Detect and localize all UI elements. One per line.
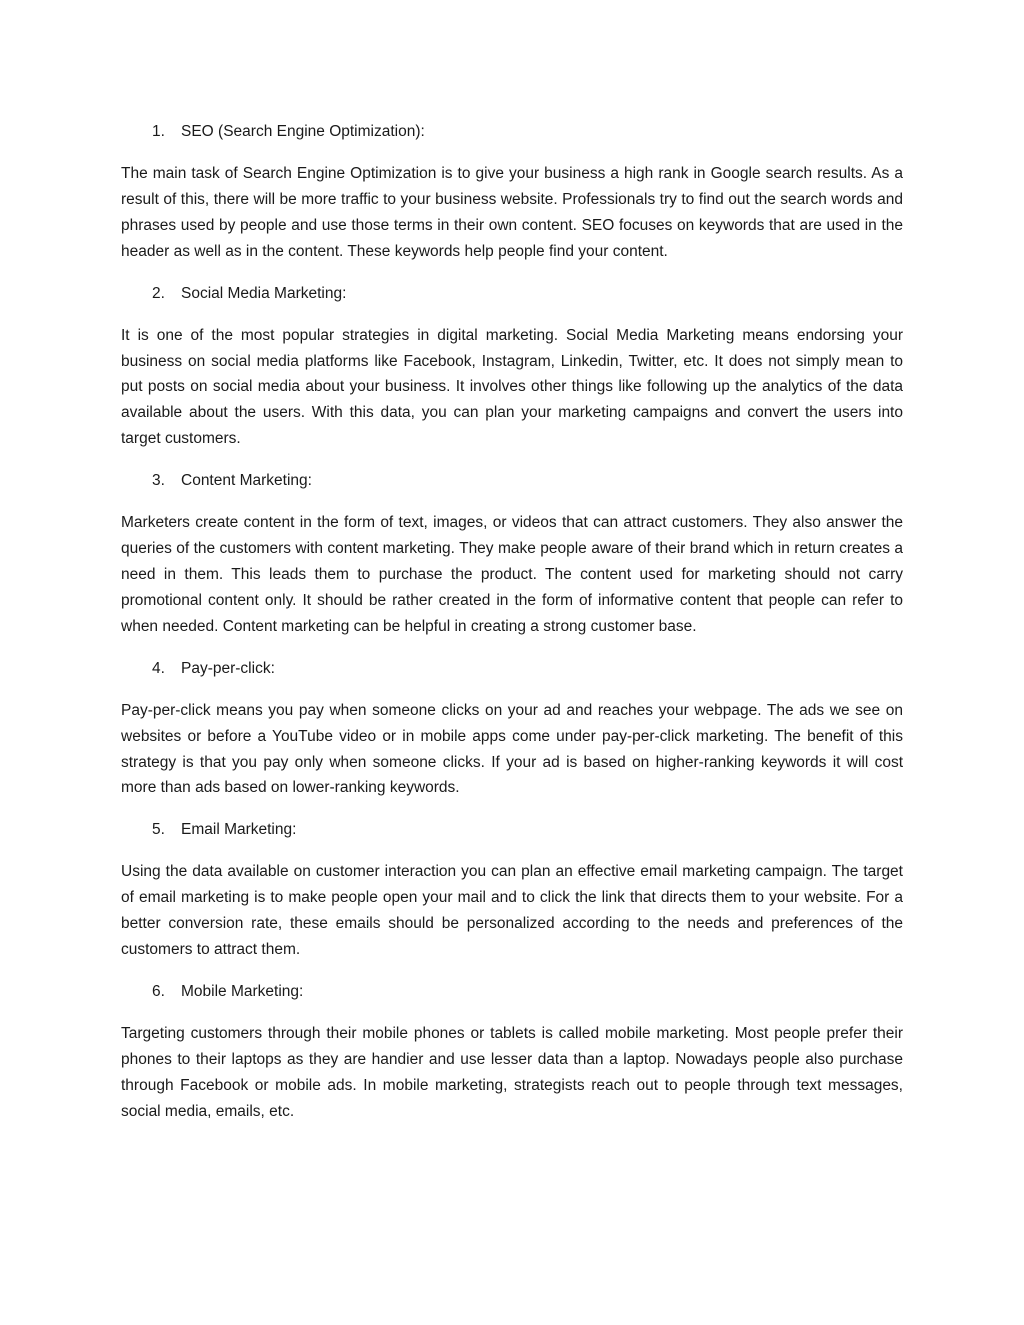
- section-number: 1.: [152, 123, 165, 140]
- section-social-media-marketing: [121, 281, 903, 453]
- section-body: Using the data available on customer interaction you can plan an effective email marketing campaign. The target of email marketing is to make people open your mail and to click the link that directs them to your website. For a better conversion rate, these emails should be personalized according to the needs and preferences of the customers to attract them.: [121, 863, 903, 959]
- section-email-marketing: [121, 817, 903, 963]
- section-content-marketing: [121, 468, 903, 640]
- section-number: 4.: [152, 659, 165, 677]
- section-body: Pay-per-click means you pay when someone clicks on your ad and reaches your webpage. The ads we see on websites or before a YouTube video or in mobile apps come under pay-per-click marketing. The benefit of this strategy is that you pay only when someone clicks. If your ad is based on higher-ranking keywords it will cost more than ads based on lower-ranking keywords.: [121, 701, 903, 797]
- section-number: 3.: [152, 472, 165, 490]
- section-heading: [121, 817, 903, 843]
- section-seo: [121, 119, 903, 265]
- section-heading: [121, 119, 903, 145]
- document-page: [121, 119, 903, 1141]
- section-title: Social Media Marketing:: [181, 284, 347, 302]
- section-number: 5.: [152, 821, 165, 839]
- section-title: SEO (Search Engine Optimization):: [181, 123, 425, 140]
- section-heading: [121, 656, 903, 682]
- section-heading: [121, 281, 903, 307]
- section-title: Content Marketing:: [181, 472, 312, 490]
- section-body: The main task of Search Engine Optimization is to give your business a high rank in Google search results. As a result of this, there will be more traffic to your business website. Professionals try to find out the search words and phrases used by people and use those terms in their own content. SEO focuses on keywords that are used in the header as well as in the content. These keywords help people find your content.: [121, 165, 903, 260]
- section-pay-per-click: [121, 656, 903, 802]
- section-title: Mobile Marketing:: [181, 982, 304, 1000]
- section-number: 6.: [152, 982, 165, 1000]
- section-mobile-marketing: [121, 979, 903, 1125]
- section-heading: [121, 979, 903, 1005]
- section-title: Email Marketing:: [181, 821, 297, 839]
- section-number: 2.: [152, 284, 165, 302]
- section-heading: [121, 468, 903, 494]
- section-body: Marketers create content in the form of text, images, or videos that can attract customers. They also answer the queries of the customers with content marketing. They make people aware of their brand which in return creates a need in them. This leads them to purchase the product. The content used for marketing should not carry promotional content only. It should be rather created in the form of informative content that people can refer to when needed. Content marketing can be helpful in creating a strong customer base.: [121, 514, 903, 635]
- section-title: Pay-per-click:: [181, 659, 275, 677]
- section-body: Targeting customers through their mobile phones or tablets is called mobile marketing. Most people prefer their phones to their laptops as they are handier and use lesser data than a laptop. Nowadays people also purchase through Facebook or mobile ads. In mobile marketing, strategists reach out to people through text messages, social media, emails, etc.: [121, 1024, 903, 1120]
- section-body: It is one of the most popular strategies in digital marketing. Social Media Marketing means endorsing your business on social media platforms like Facebook, Instagram, Linkedin, Twitter, etc. It does not simply mean to put posts on social media about your business. It involves other things like following up the analytics of the data available about the users. With this data, you can plan your marketing campaigns and convert the users into target customers.: [121, 326, 903, 448]
